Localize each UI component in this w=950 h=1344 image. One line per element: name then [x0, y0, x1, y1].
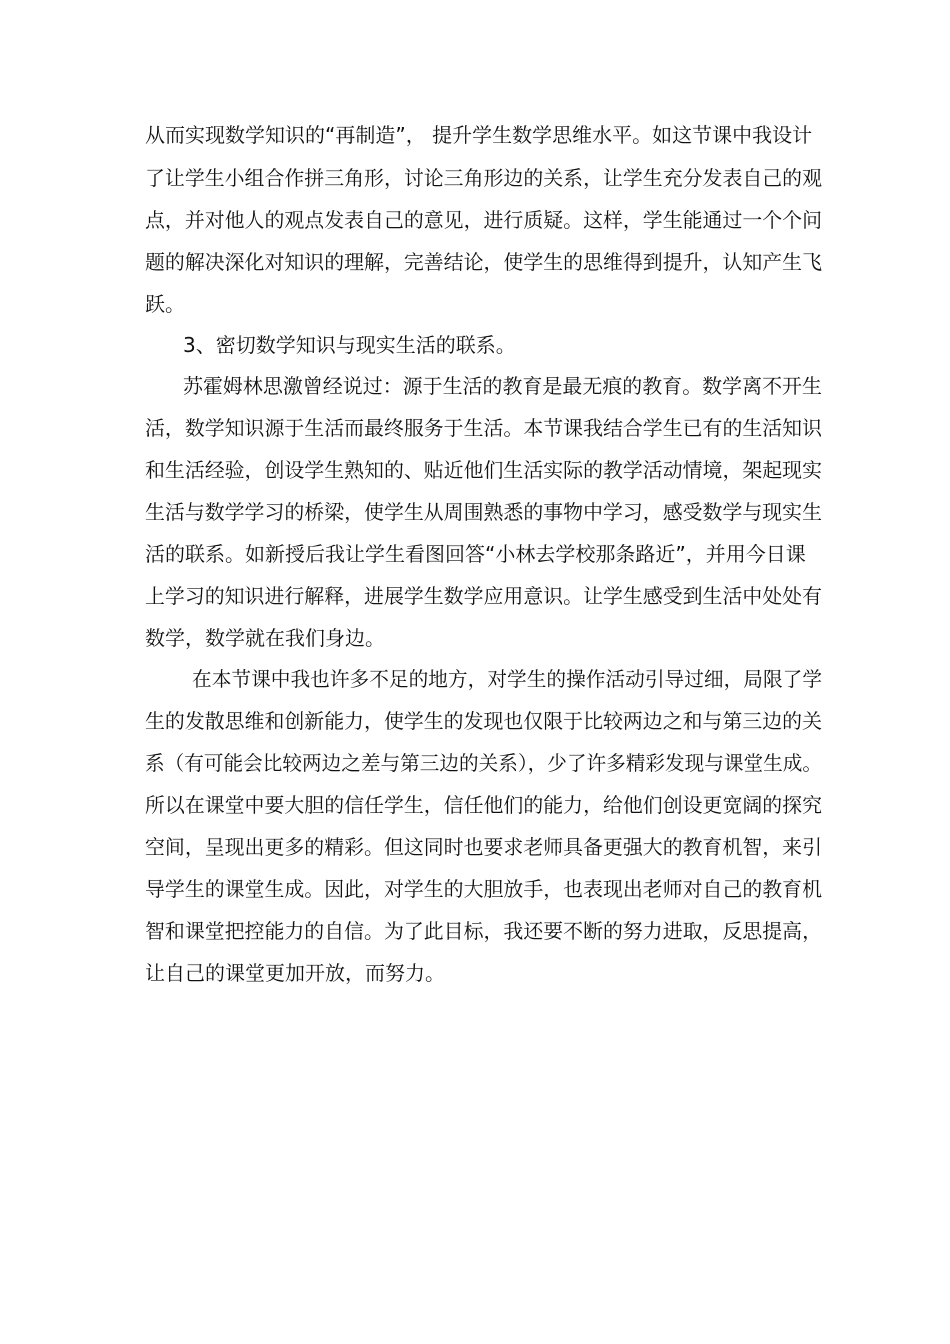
text-line-21: 让自己的课堂更加开放，而努力。	[145, 961, 445, 985]
text-line-13: 数学，数学就在我们身边。	[145, 626, 385, 650]
text-line-8: 活，数学知识源于生活而最终服务于生活。本节课我结合学生已有的生活知识	[145, 416, 823, 440]
text-line-2: 了让学生小组合作拼三角形，讨论三角形边的关系，让学生充分发表自己的观	[145, 166, 823, 190]
text-line-10: 生活与数学学习的桥梁，使学生从周围熟悉的事物中学习，感受数学与现实生	[145, 500, 823, 524]
section-heading: 3、密切数学知识与现实生活的联系。	[183, 333, 516, 357]
text-line-19: 导学生的课堂生成。因此，对学生的大胆放手，也表现出老师对自己的教育机	[145, 877, 823, 901]
text-line-12: 上学习的知识进行解释，进展学生数学应用意识。让学生感受到生活中处处有	[145, 584, 823, 608]
text-line-3: 点，并对他人的观点发表自己的意见，进行质疑。这样，学生能通过一个个问	[145, 208, 823, 232]
text-line-1: 从而实现数学知识的“再制造”， 提升学生数学思维水平。如这节课中我设计	[145, 123, 813, 147]
text-line-4: 题的解决深化对知识的理解，完善结论，使学生的思维得到提升，认知产生飞	[145, 250, 823, 274]
text-line-18: 空间，呈现出更多的精彩。但这同时也要求老师具备更强大的教育机智，来引	[145, 835, 823, 859]
text-line-20: 智和课堂把控能力的自信。为了此目标，我还要不断的努力进取，反思提高，	[145, 919, 823, 943]
text-line-16: 系（有可能会比较两边之差与第三边的关系），少了许多精彩发现与课堂生成。	[145, 751, 823, 775]
text-line-9: 和生活经验，创设学生熟知的、贴近他们生活实际的教学活动情境，架起现实	[145, 458, 823, 482]
text-line-7: 苏霍姆林思激曾经说过：源于生活的教育是最无痕的教育。数学离不开生	[183, 374, 822, 398]
text-line-15: 生的发散思维和创新能力，使学生的发现也仅限于比较两边之和与第三边的关	[145, 709, 823, 733]
text-line-17: 所以在课堂中要大胆的信任学生，信任他们的能力，给他们创设更宽阔的探究	[145, 793, 823, 817]
text-line-14: 在本节课中我也许多不足的地方，对学生的操作活动引导过细，局限了学	[192, 667, 823, 691]
text-line-5: 跃。	[145, 292, 185, 316]
text-line-11: 活的联系。如新授后我让学生看图回答“小林去学校那条路近”，并用今日课	[145, 542, 806, 566]
